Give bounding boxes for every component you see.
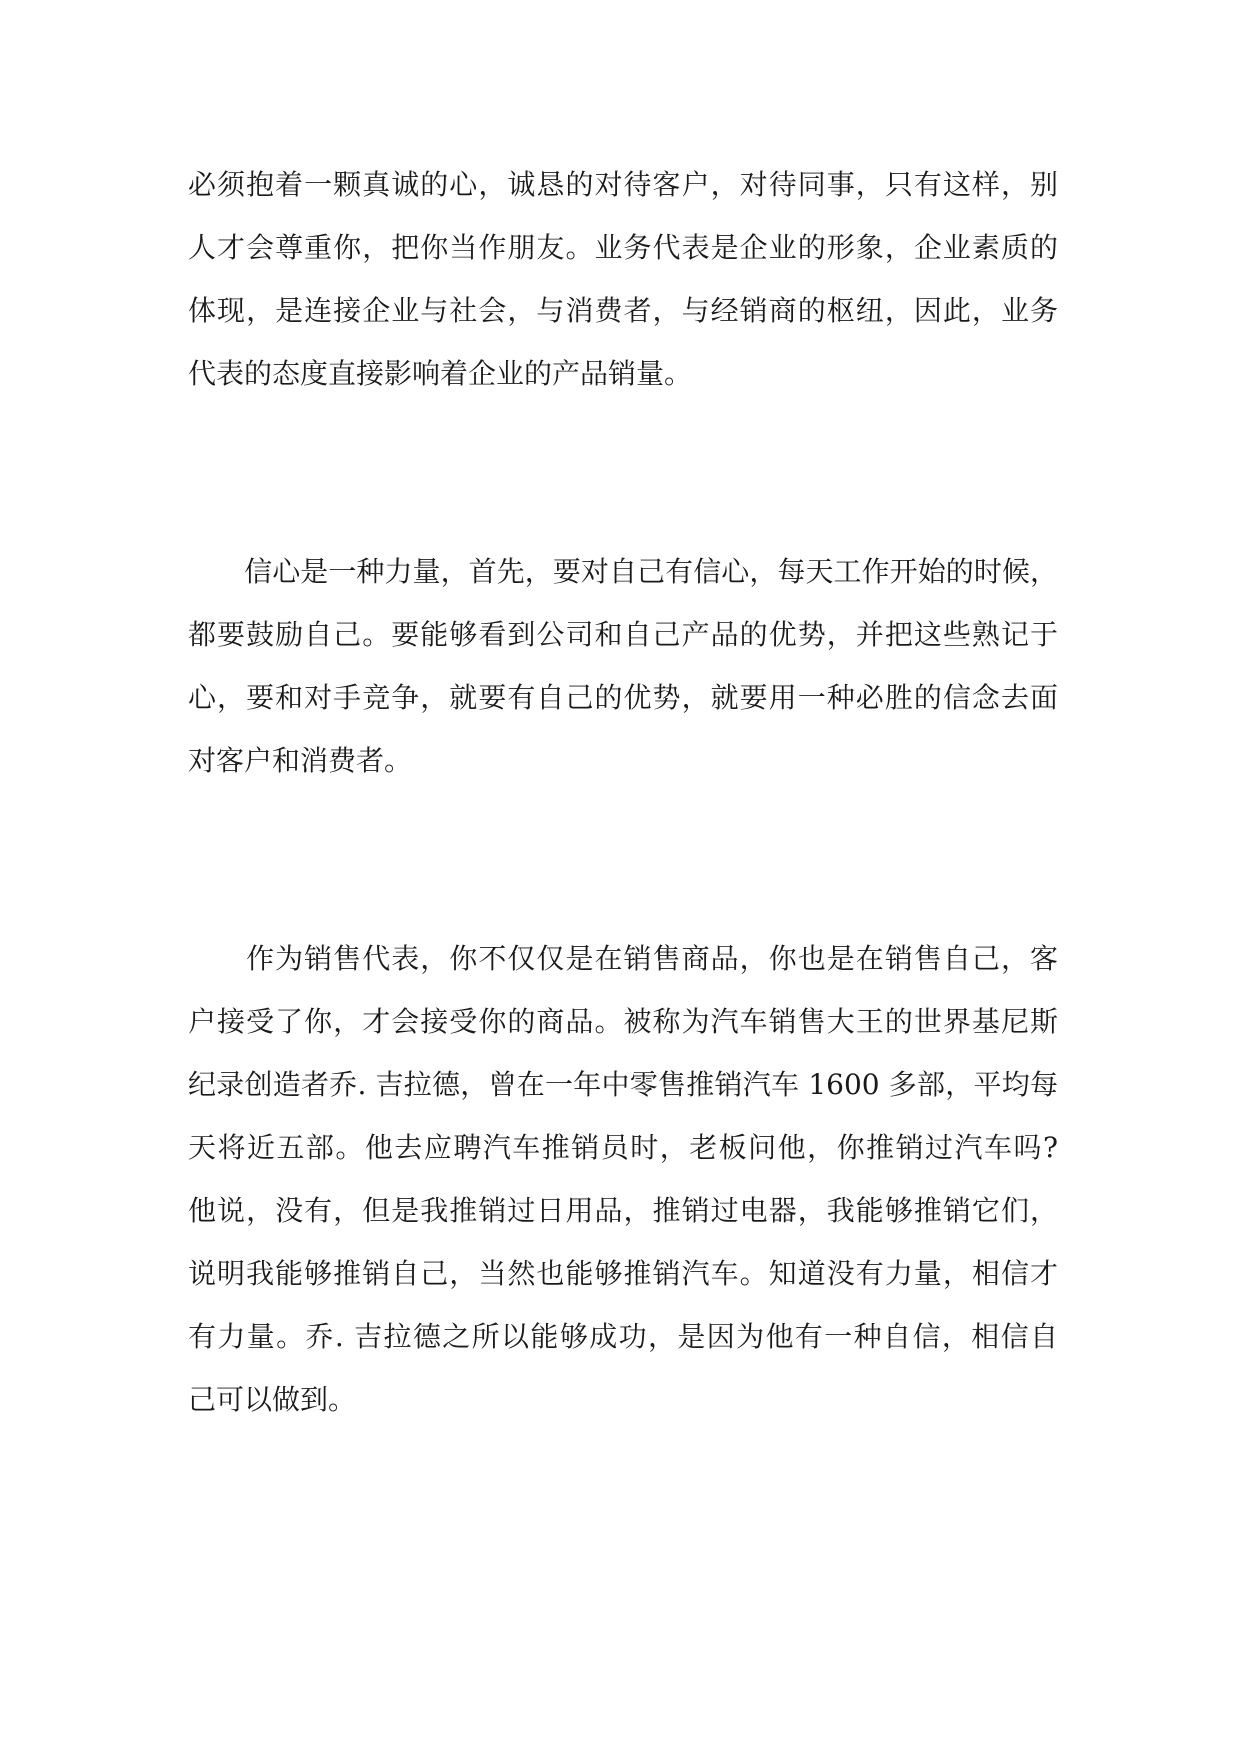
paragraph-line: 都要鼓励自己。要能够看到公司和自己产品的优势，并把这些熟记于 (188, 618, 1058, 651)
paragraph-line: 体现，是连接企业与社会，与消费者，与经销商的枢纽，因此，业务 (188, 294, 1058, 327)
paragraph-line: 天将近五部。他去应聘汽车推销员时，老板问他，你推销过汽车吗? (188, 1131, 1058, 1164)
paragraph-sales-rep (188, 927, 1058, 1431)
paragraph-line: 有力量。乔. 吉拉德之所以能够成功，是因为他有一种自信，相信自 (188, 1320, 1058, 1353)
paragraph-line: 必须抱着一颗真诚的心，诚恳的对待客户，对待同事，只有这样，别 (188, 168, 1058, 201)
paragraph-line: 作为销售代表，你不仅仅是在销售商品，你也是在销售自己，客 (188, 942, 1058, 975)
paragraph-line: 说明我能够推销自己，当然也能够推销汽车。知道没有力量，相信才 (188, 1257, 1058, 1290)
paragraph-line: 对客户和消费者。 (188, 744, 413, 777)
paragraph-sincerity (188, 153, 1058, 405)
paragraph-line: 心，要和对手竞争，就要有自己的优势，就要用一种必胜的信念去面 (188, 681, 1058, 714)
paragraph-line: 己可以做到。 (188, 1383, 357, 1416)
paragraph-line: 代表的态度直接影响着企业的产品销量。 (188, 357, 693, 390)
paragraph-line: 他说，没有，但是我推销过日用品，推销过电器，我能够推销它们， (188, 1194, 1058, 1227)
paragraph-line: 户接受了你，才会接受你的商品。被称为汽车销售大王的世界基尼斯 (188, 1005, 1058, 1038)
paragraph-line: 信心是一种力量，首先，要对自己有信心，每天工作开始的时候， (188, 555, 1058, 588)
paragraph-line: 人才会尊重你，把你当作朋友。业务代表是企业的形象，企业素质的 (188, 231, 1058, 264)
paragraph-line: 纪录创造者乔. 吉拉德，曾在一年中零售推销汽车 1600 多部，平均每 (188, 1068, 1058, 1101)
paragraph-confidence (188, 540, 1058, 792)
